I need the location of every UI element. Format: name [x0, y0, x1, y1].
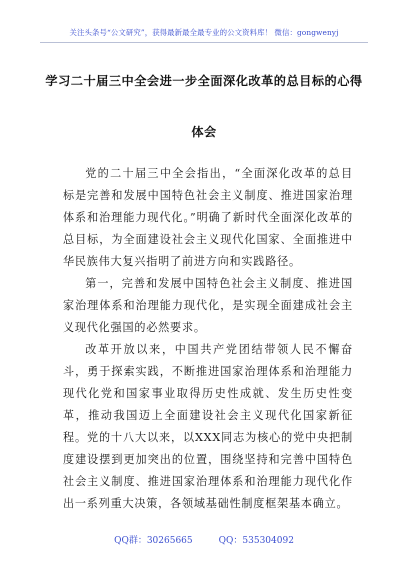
footer-qq: QQ：535304092	[218, 536, 294, 546]
paragraph: 改革开放以来，中国共产党团结带领人民不懈奋斗，勇于探索实践，不断推进国家治理体系和治理能力现代化党和国家事业取得历史性成就、发生历史性变革，推动我国迈上全面建设社会主义现代化国家新征程。党的十八大以来，以XXX同志为核心的党中央把制度建设摆到更加突出的位置，围绕坚持和完善中国特色社会主义制度、推进国家治理体系和治理能力现代化作出一系列重大决策，各领域基础性制度框架基本确立。	[63, 343, 353, 510]
footer-qq-group: QQ群：30265665	[114, 536, 193, 546]
paragraph: 党的二十届三中全会指出，“全面深化改革的总目标是完善和发展中国特色社会主义制度、推进国家治理体系和治理能力现代化。”明确了新时代全面深化改革的总目标，为全面建设社会主义现代化国家、全面推进中华民族伟大复兴指明了前进方向和实践路径。	[63, 167, 353, 268]
document-title-continued: 体会	[191, 125, 217, 139]
document-body	[63, 163, 353, 515]
document-title: 学习二十届三中全会进一步全面深化改革的总目标的心得	[45, 74, 363, 88]
header-note: 关注头条号“公文研究”，获得最新最全最专业的公文资料库！ 微信：gongwenyj	[69, 28, 339, 37]
footer	[0, 533, 408, 546]
header-divider	[40, 42, 368, 43]
paragraph: 第一，完善和发展中国特色社会主义制度、推进国家治理体系和治理能力现代化，是实现全面建成社会主义现代化强国的必然要求。	[63, 277, 353, 334]
